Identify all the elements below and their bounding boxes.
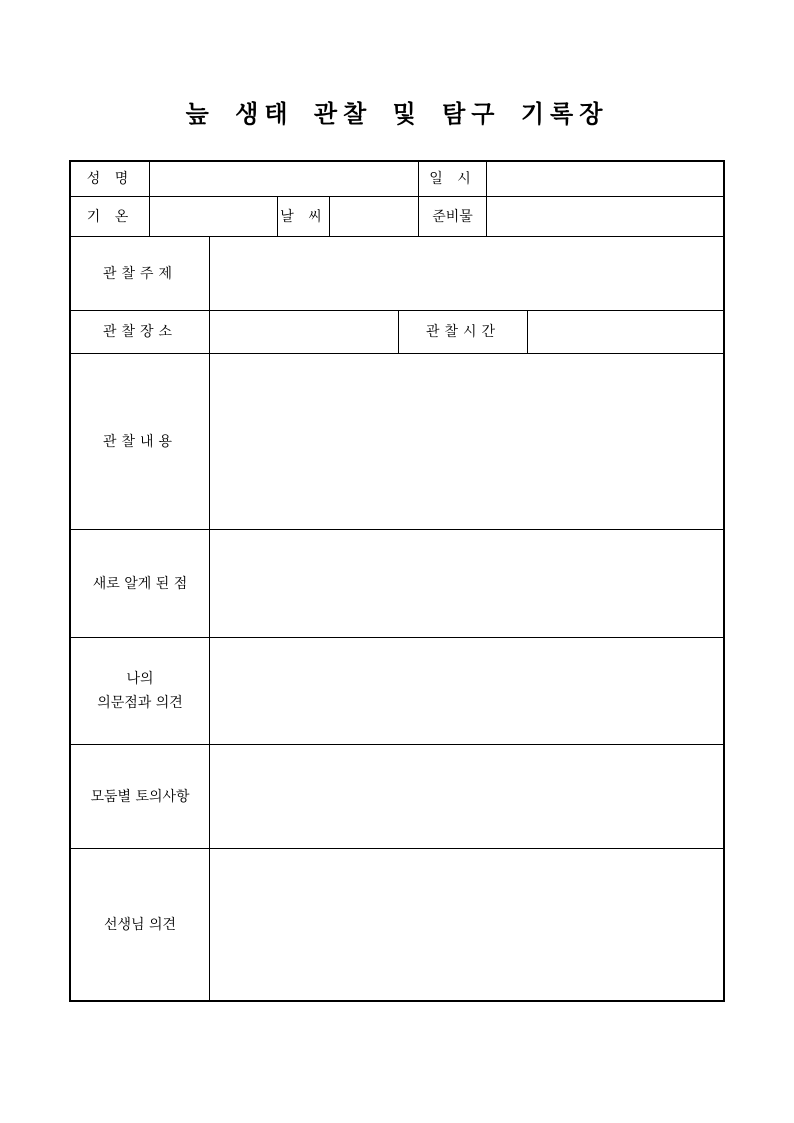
name-label: 성 명 <box>86 171 134 187</box>
place-label: 관찰장소 <box>102 324 178 340</box>
supplies-label: 준비물 <box>432 208 473 225</box>
learned-label: 새로 알게 된 점 <box>92 575 188 592</box>
teacher-label: 선생님 의견 <box>103 916 177 933</box>
page-title: 늪 생태 관찰 및 탐구 기록장 <box>185 99 609 128</box>
topic-label: 관찰주제 <box>102 265 178 282</box>
name-field[interactable] <box>150 162 418 196</box>
place-field[interactable] <box>210 311 398 353</box>
discussion-field[interactable] <box>210 745 723 848</box>
learned-field[interactable] <box>210 530 723 637</box>
content-label: 관찰내용 <box>102 433 178 450</box>
weather-label: 날 씨 <box>280 208 327 225</box>
teacher-field[interactable] <box>210 849 723 1000</box>
observation-form <box>69 160 725 1002</box>
time-label: 관찰시간 <box>425 324 501 340</box>
supplies-field[interactable] <box>487 197 723 236</box>
temperature-label: 기 온 <box>86 208 134 225</box>
discussion-label: 모둠별 토의사항 <box>90 788 190 805</box>
datetime-label: 일 시 <box>429 171 476 187</box>
questions-label: 나의 의문점과 의견 <box>97 671 183 711</box>
temperature-field[interactable] <box>150 197 277 236</box>
weather-field[interactable] <box>330 197 418 236</box>
questions-field[interactable] <box>210 638 723 744</box>
time-field[interactable] <box>528 311 723 353</box>
topic-field[interactable] <box>210 237 723 310</box>
content-field[interactable] <box>210 354 723 529</box>
datetime-field[interactable] <box>487 162 723 196</box>
